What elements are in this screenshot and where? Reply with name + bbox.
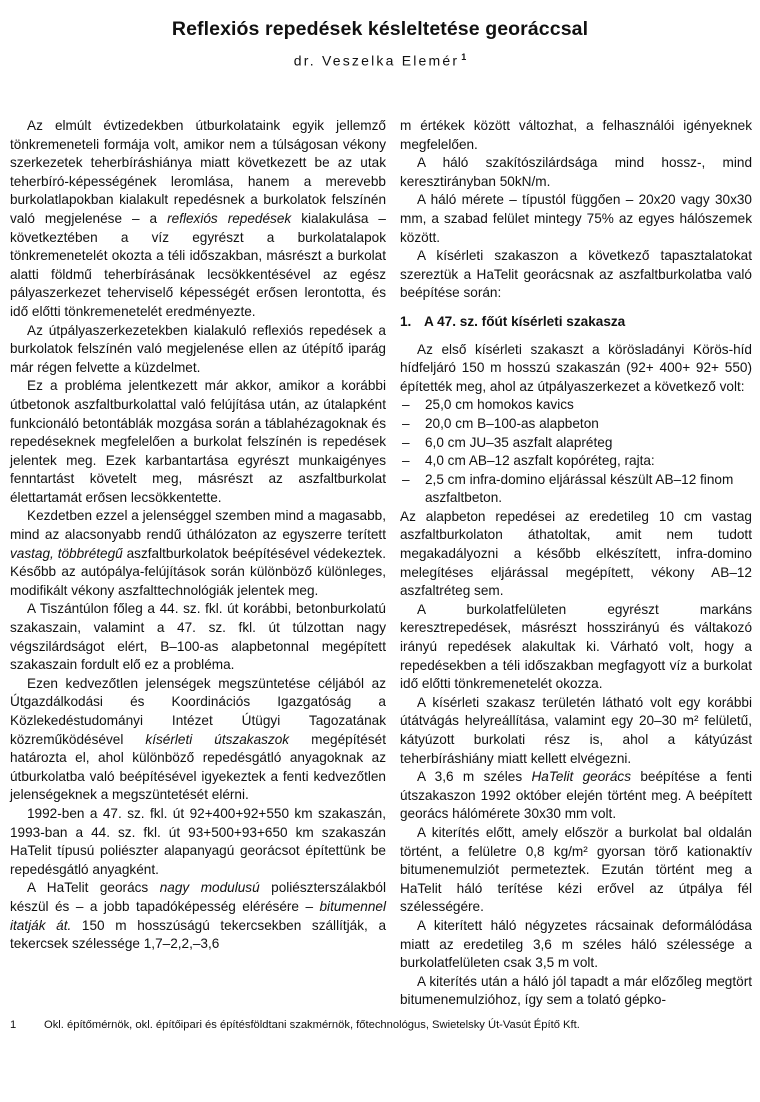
paragraph: A Tiszántúlon főleg a 44. sz. fkl. út korábbi, betonburkolatú szakaszain, valamint a 47. sz. fkl. út túlzottan nagy végszilárdságot elért, B–100-as alapbetonnal megépített szakaszain fordult elő ez a probléma. [10, 601, 386, 673]
paragraph: m értékek között változhat, a felhasználói igényeknek megfelelően. [400, 118, 752, 152]
author-line [0, 52, 760, 69]
footnote [10, 1019, 755, 1031]
left-column [10, 117, 386, 954]
paragraph: Kezdetben ezzel a jelenséggel szemben mind a magasabb, mind az alacsonyabb rendű úthálózaton az egyszerre terített vastag, többrétegű aszfaltburkolatok beépítésével védekeztek. Később az autópálya-felújítások során különböző különleges, modifikált vékony aszfalttechnológiák jelentek meg. [10, 508, 387, 598]
paragraph: A kísérleti szakasz területén látható volt egy korábbi útátvágás helyreállítása, valamint egy 20–30 m² felületű, kátyúzott burkolati rész is, ahol a kátyúzást teherbíráshiány miatt kellett elvégezni. [400, 694, 752, 766]
paragraph: A kísérleti szakaszon a következő tapasztalatokat szereztük a HaTelit georácsnak az aszfaltburkolatba való beépítése során: [400, 248, 752, 301]
paragraph: A kiterítés előtt, amely először a burkolat bal oldalán történt, a felületre 0,8 kg/m² gyorsan törő kationaktív bitumenemulziót permeteztek. Ezután történt meg a HaTelit háló terítése kézi erővel az útpálya fél szélességére. [400, 824, 752, 915]
list-item: – 25,0 cm homokos kavics [400, 396, 752, 415]
list-item: – 20,0 cm B–100-as alapbeton [400, 415, 752, 434]
paragraph: 1992-ben a 47. sz. fkl. út 92+400+92+550 km szakaszán, 1993-ban a 44. sz. fkl. út 93+500+93+650 km szakaszán HaTelit típusú poliészter alapanyagú georácsot építettünk be repedésgátló anyagként. [10, 805, 386, 877]
article-title: Reflexiós repedések késleltetése georáccsal [171, 18, 589, 40]
paragraph: Az elmúlt évtizedekben útburkolataink egyik jellemző tönkremeneteli formája volt, amikor nem a túlságosan vékony szerkezetek teherbíráshiánya miatt következett be az utak teherbíró-képességének leromlása, hanem a merevebb burkolatlapokban kialakult repedésnek a burkolatok felszínén való megjelenése – a reflexiós repedések kialakulása – következtében a víz egyrészt a burkolatalapok tönkremenetelét okozta a téli időszakban, másrészt a burkolat alatti földmű teherbírásának lecsökkentésével az egész pályaszerkezet teherviselő képességét erősen lerontotta, és idő előtti tönkremenetelét eredményezte. [10, 118, 386, 319]
list-item: – 4,0 cm AB–12 aszfalt kopóréteg, rajta: [400, 452, 752, 471]
paragraph: A háló mérete – típustól függően – 20x20 vagy 30x30 mm, a szabad felület mintegy 75% az egyes hálószemek között. [400, 192, 752, 245]
paragraph: A 3,6 m széles HaTelit georács beépítése a fenti útszakaszon 1992 október elején történt meg. A beépített georács hálómérete 30x30 mm volt. [400, 769, 753, 822]
layer-list [400, 396, 752, 508]
footnote-text: Okl. építőmérnök, okl. építőipari és építésföldtani szakmérnök, főtechnológus, Swietelsky Út-Vasút Építő Kft. [44, 1019, 580, 1031]
paragraph: A kiterített háló négyzetes rácsainak deformálódása miatt az eredetileg 3,6 m széles háló szélessége a burkolatfelületen csak 3,5 m volt. [400, 917, 752, 971]
footnote-number: 1 [10, 1019, 17, 1031]
paragraph: Az alapbeton repedései az eredetileg 10 cm vastag aszfaltburkolaton áthatoltak, amit nem tudott megakadályozni a később elkészített, infra-domino melegítéses eljárással megépített, vékony AB–12 aszfaltréteg sem. [400, 508, 752, 599]
paragraph: A HaTelit georács nagy modulusú poliészterszálakból készül és – a jobb tapadóképesség elérésére – bitumennel itatják át. 150 m hosszúságú tekercsekben szállítják, a tekercsek szélessége 1,7–2,2,–3,6 [10, 880, 387, 952]
paragraph: Ezen kedvezőtlen jelenségek megszüntetése céljából az Útgazdálkodási és Koordinációs Igazgatóság a Közlekedéstudományi Intézet Útügyi Tagozatának közreműködésével kísérleti útszakaszok megépítését határozta el, ahol különböző repedésgátló anyagoknak az útburkolatba való beépítésével igyekeztek a fenti kedvezőtlen jelenségeknek a megszüntetését elérni. [10, 675, 386, 803]
paragraph: Ez a probléma jelentkezett már akkor, amikor a korábbi útbetonok aszfaltburkolattal való felújítása után, az útalapként funkcionáló betontáblák mozgása során a táblahézagoknak és repedéseknek megfelelően a burkolat felszínén is repedések jelentek meg. Ezek karbantartása egyrészt munkaigényes fenntartást követelt meg, másrészt az aszfaltburkolat élettartamát erősen lecsökkentette. [10, 378, 386, 505]
author-footnote-mark: 1 [461, 52, 467, 62]
section-heading [400, 313, 752, 332]
paragraph: A háló szakítószilárdsága mind hossz-, mind keresztirányban 50kN/m. [400, 155, 752, 189]
section-number: 1. [400, 313, 412, 329]
section-title: A 47. sz. főút kísérleti szakasza [424, 313, 626, 329]
right-column [400, 117, 752, 1010]
list-item: – 2,5 cm infra-domino eljárással készült AB–12 finom aszfaltbeton. [400, 471, 752, 508]
paragraph: Az első kísérleti szakaszt a körösladányi Körös-híd hídfeljáró 150 m hosszú szakaszán (92+ 400+ 92+ 550) építették meg, ahol az útpályaszerkezet a következő volt: [400, 341, 752, 394]
paragraph: Az útpályaszerkezetekben kialakuló reflexiós repedések a burkolatok felszínén való megjelenése ellen az útépítő iparág már régen felvette a küzdelmet. [10, 322, 386, 375]
author-name: dr. Veszelka Elemér [293, 52, 460, 69]
paragraph: A kiterítés után a háló jól tapadt a már előzőleg megtört bitumenemulzióhoz, így sem a tolató gépko- [400, 973, 752, 1008]
list-item: – 6,0 cm JU–35 aszfalt alapréteg [400, 434, 752, 453]
paragraph: A burkolatfelületen egyrészt markáns keresztrepedések, másrészt hosszirányú és váltakozó irányú repedések alakultak ki. Várható volt, hogy a repedésekben a téli időszakban megfagyott víz a burkolat idő előtti tönkremenetelét okozza. [400, 601, 752, 692]
